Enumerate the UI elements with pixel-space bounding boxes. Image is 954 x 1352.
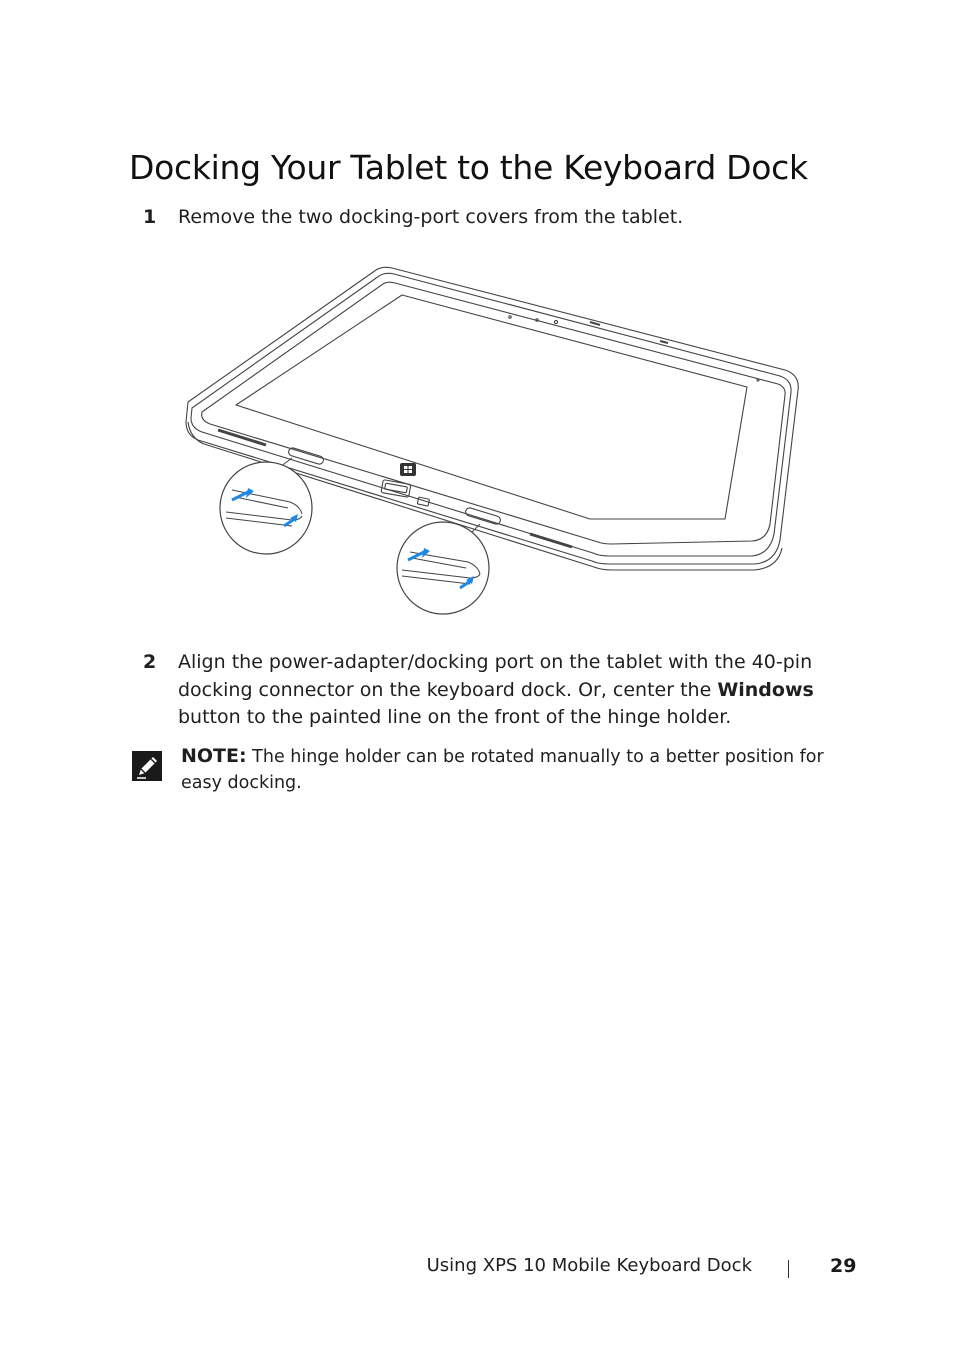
page-title: Docking Your Tablet to the Keyboard Dock xyxy=(129,148,808,187)
page-number: 29 xyxy=(830,1255,857,1277)
step-text xyxy=(178,649,863,732)
step-number: 1 xyxy=(143,206,157,228)
step-text-part: button to the painted line on the front of the hinge holder. xyxy=(178,706,732,728)
note-text: The hinge holder can be rotated manually to a better position for easy docking. xyxy=(181,747,824,793)
note-label: NOTE: xyxy=(181,745,247,767)
step-text: Remove the two docking-port covers from the tablet. xyxy=(178,206,684,228)
step-number: 2 xyxy=(143,651,157,673)
tablet-illustration xyxy=(180,262,805,622)
note xyxy=(132,743,862,796)
windows-term: Windows xyxy=(717,678,814,701)
step-2 xyxy=(143,649,863,732)
detail-circle-right xyxy=(397,522,489,614)
detail-circle-left xyxy=(220,462,312,554)
step-1 xyxy=(143,204,863,232)
footer-section-title: Using XPS 10 Mobile Keyboard Dock xyxy=(426,1255,752,1276)
windows-logo-icon xyxy=(400,463,416,476)
note-body xyxy=(181,743,862,796)
step-text-part: Align the power-adapter/docking port on the tablet with the 40-pin docking connector on the keyboard dock. Or, center the xyxy=(178,651,813,701)
page-footer xyxy=(0,1255,954,1285)
footer-separator xyxy=(788,1260,789,1278)
pencil-note-icon xyxy=(132,751,162,781)
